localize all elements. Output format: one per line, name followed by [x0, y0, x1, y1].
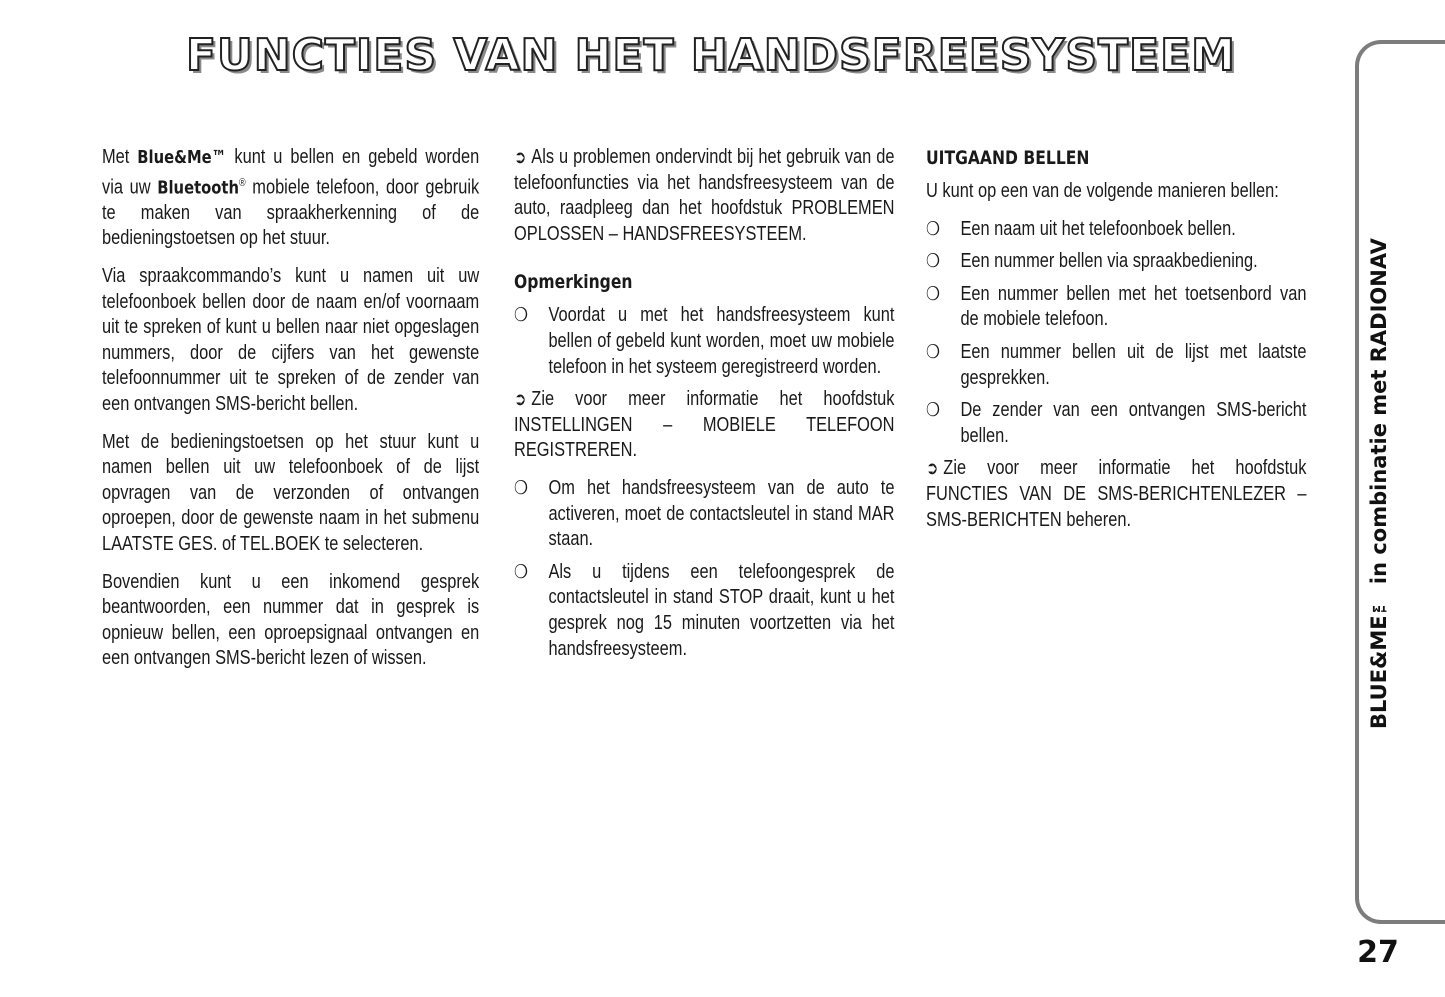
note-sms-reader: ➲ Zie voor meer informatie het hoofdstuk FUNCTIES VAN DE SMS-BERICHTENLEZER – SMS-BERICHTEN beheren.: [926, 457, 1307, 531]
text-column-3: [926, 145, 1306, 545]
circle-bullet-icon: ❍: [926, 250, 940, 273]
outgoing-calls-intro: U kunt op een van de volgende manieren bellen:: [926, 180, 1279, 202]
remarks-heading: Opmerkingen: [514, 271, 633, 294]
voice-command-paragraph: Via spraakcommando’s kunt u namen uit uw telefoonboek bellen door de naam en/of voornaam uit te spreken of kunt u bellen naar niet opgeslagen nummers, door de cijfers van het gewenste telefoonnummer uit te spreken of de zender van een ontvangen SMS-bericht bellen.: [102, 265, 480, 415]
brand-name: Blue&Me™: [137, 147, 227, 168]
bluetooth-name: Bluetooth: [157, 177, 239, 199]
outgoing-calls-heading: UITGAAND BELLEN: [926, 147, 1090, 169]
list-item: ❍ Een nummer bellen met het toetsenbord van de mobiele telefoon.: [926, 282, 1306, 333]
list-item: ❍ Een nummer bellen via spraakbediening.: [926, 249, 1306, 275]
list-item: ❍ De zender van een ontvangen SMS-bericht bellen.: [926, 398, 1306, 449]
note-troubleshooting: ➲ Als u problemen ondervindt bij het gebruik van de telefoonfuncties via het handsfreesysteem van de auto, raadpleeg dan het hoofdstuk PROBLEMEN OPLOSSEN – HANDSFREESYSTEEM.: [514, 146, 895, 245]
list-item: ❍ Als u tijdens een telefoongesprek de contactsleutel in stand STOP draait, kunt u het gesprek nog 15 minuten voortzetten via het handsfreesysteem.: [514, 560, 894, 662]
outgoing-calls-list: [926, 217, 1306, 450]
text-column-2: [514, 145, 894, 669]
circle-bullet-icon: ❍: [514, 476, 528, 499]
arrow-icon: ➲: [514, 147, 527, 168]
circle-bullet-icon: ❍: [926, 217, 940, 240]
list-item: ❍ Voordat u met het handsfreesysteem kunt bellen of gebeld kunt worden, moet uw mobiele telefoon in het systeem geregistreerd worden.: [514, 303, 894, 380]
circle-bullet-icon: ❍: [514, 560, 528, 583]
remarks-list: [514, 303, 894, 380]
arrow-icon: ➲: [514, 389, 527, 411]
intro-paragraph: Met Blue&Me™ kunt u bellen en gebeld worden via uw Bluetooth® mobiele telefoon, door gebruik te maken van spraakherkenning of de bedieningstoetsen op het stuur.: [102, 146, 480, 250]
chapter-side-label: BLUE&ME™ in combinatie met RADIONAV: [1367, 238, 1391, 730]
circle-bullet-icon: ❍: [514, 304, 528, 327]
page-title: FUNCTIES VAN HET HANDSFREESYSTEEM: [186, 30, 1236, 81]
list-item: ❍ Een nummer bellen uit de lijst met laatste gesprekken.: [926, 340, 1306, 391]
circle-bullet-icon: ❍: [926, 340, 940, 363]
circle-bullet-icon: ❍: [926, 282, 940, 305]
note-registration: ➲ Zie voor meer informatie het hoofdstuk INSTELLINGEN – MOBIELE TELEFOON REGISTREREN.: [514, 388, 895, 462]
page-number: 27: [1357, 935, 1399, 970]
list-item: ❍ Om het handsfreesysteem van de auto te activeren, moet de contactsleutel in stand MAR staan.: [514, 476, 894, 553]
arrow-icon: ➲: [926, 458, 939, 480]
remarks-list-continued: [514, 476, 894, 662]
circle-bullet-icon: ❍: [926, 399, 940, 422]
additional-functions-paragraph: Bovendien kunt u een inkomend gesprek beantwoorden, een nummer dat in gesprek is opnieuw bellen, een oproepsignaal ontvangen en een ontvangen SMS-bericht lezen of wissen.: [102, 570, 480, 670]
list-item: ❍ Een naam uit het telefoonboek bellen.: [926, 217, 1306, 243]
steering-controls-paragraph: Met de bedieningstoetsen op het stuur kunt u namen bellen uit uw telefoonboek of de lijst opvragen van de verzonden of ontvangen oproepen, door de gewenste naam in het submenu LAATSTE GES. of TEL.BOEK te selecteren.: [102, 430, 480, 555]
text-column-1: [102, 145, 479, 684]
